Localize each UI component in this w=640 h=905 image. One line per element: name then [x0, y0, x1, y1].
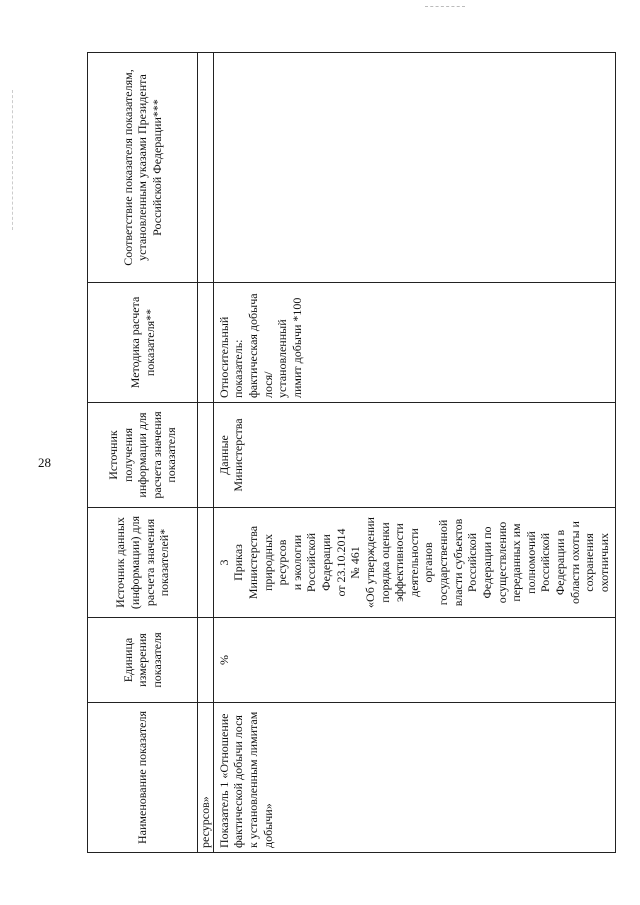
method-line: установленный — [275, 319, 290, 398]
header-data-source: Источник данных (информации) для расчета значения показателей* — [88, 508, 198, 618]
source-line: от 23.10.2014 — [333, 528, 348, 597]
method-line: Относительный — [216, 316, 231, 398]
page-number: 28 — [38, 455, 51, 470]
indicator-unit: % — [213, 618, 615, 703]
source-line: Федерации — [319, 534, 333, 591]
source-line: эффективности — [392, 523, 407, 602]
source-line: Российской — [304, 532, 319, 593]
header-name: Наименование показателя — [88, 703, 198, 853]
source-line: полномочий — [523, 531, 538, 594]
method-line: лимит добычи *100 — [289, 297, 304, 398]
source-line: Федерации по — [479, 526, 494, 599]
source-line: природных — [260, 533, 275, 592]
source-line: «Об утверждении — [362, 517, 377, 608]
source-line: государственной — [436, 519, 450, 606]
source-line: ресурсов — [275, 539, 290, 586]
indicator-method — [213, 283, 615, 403]
source-line: и экологии — [289, 534, 304, 591]
indicator-row — [213, 53, 615, 853]
source-line: Федерации в — [553, 529, 567, 596]
indicator-table — [87, 52, 616, 853]
source-line: Министерства — [245, 525, 260, 600]
source-line: осуществлению — [494, 521, 509, 604]
source-line: сохранения — [582, 533, 597, 592]
indicator-data-source — [213, 508, 615, 618]
source-line: переданных им — [509, 523, 524, 602]
method-line: фактическая добыча — [245, 293, 260, 398]
source-line: области охоты и — [567, 521, 582, 604]
header-info-source: Источник получения информации для расчета значения показателя — [88, 403, 198, 508]
source-line: Российской — [538, 532, 553, 593]
method-line: лося/ — [260, 371, 275, 398]
continuation-name: ресурсов» — [198, 703, 214, 853]
indicator-info-source: Данные Министерства — [213, 403, 615, 508]
scan-artifact-left — [12, 90, 13, 230]
source-number: 3 — [216, 559, 231, 566]
source-line: деятельности — [406, 528, 421, 597]
scan-artifact-top — [425, 6, 465, 7]
source-line: органов — [421, 542, 436, 583]
source-line: порядка оценки — [377, 522, 392, 603]
source-line: Приказ — [231, 544, 246, 581]
header-method: Методика расчета показателя** — [88, 283, 198, 403]
indicator-compliance — [213, 53, 615, 283]
header-unit: Единица измерения показателя — [88, 618, 198, 703]
header-compliance: Соответствие показателя показателям, установленным указами Президента Российской Федерации*** — [88, 53, 198, 283]
indicator-name: Показатель 1 «Отношение фактической добычи лося к установленным лимитам добычи» — [213, 703, 615, 853]
header-row — [88, 53, 198, 853]
source-line: охотничьих — [596, 532, 611, 593]
source-line: № 461 — [348, 546, 363, 579]
source-line: власти субъектов — [450, 518, 465, 607]
rotated-table-container — [87, 53, 611, 853]
continuation-row — [198, 53, 214, 853]
source-line: Российской — [465, 532, 480, 593]
method-line: показатель: — [231, 339, 246, 398]
